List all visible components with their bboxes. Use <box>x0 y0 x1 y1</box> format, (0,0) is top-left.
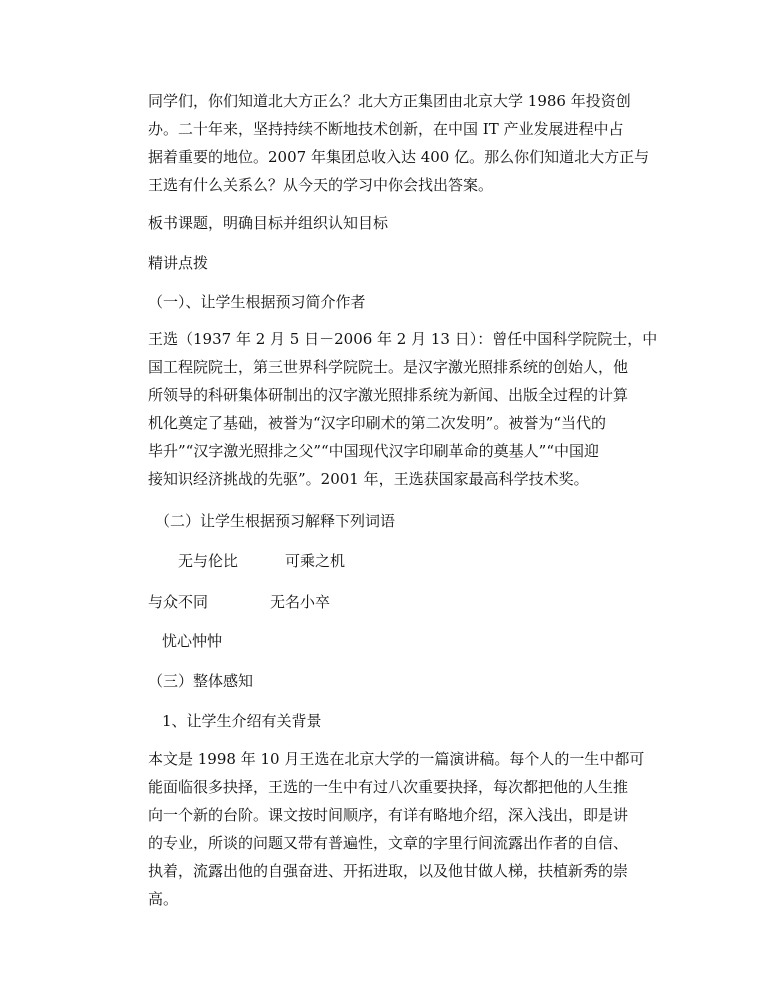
vocab-word: 无名小卒 <box>270 593 331 611</box>
section-heading: 精讲点拨 <box>148 254 209 272</box>
text-line: 据着重要的地位。2007 年集团总收入达 400 亿。那么你们知道北大方正与 <box>148 148 650 166</box>
part2-heading: （二）让学生根据预习解释下列词语 <box>155 512 396 530</box>
text-line: 王选有什么关系么？从今天的学习中你会找出答案。 <box>148 176 494 194</box>
text-line: 机化奠定了基础，被誉为“汉字印刷术的第二次发明”。被誉为“当代的 <box>148 414 607 432</box>
text-line: 向一个新的台阶。课文按时间顺序，有详有略地介绍，深入浅出，即是讲 <box>148 806 629 824</box>
text-line: 接知识经济挑战的先驱”。2001 年，王选获国家最高科学技术奖。 <box>148 470 589 488</box>
text-line: 能面临很多抉择，王选的一生中有过八次重要抉择，每次都把他的人生推 <box>148 778 629 796</box>
text-line: 的专业，所谈的问题又带有普遍性，文章的字里行间流露出作者的自信、 <box>148 834 629 852</box>
vocab-word: 可乘之机 <box>285 552 346 570</box>
part1-heading: （一）、让学生根据预习简介作者 <box>148 293 366 311</box>
step-title: 板书课题，明确目标并组织认知目标 <box>148 214 389 232</box>
text-line: 执着，流露出他的自强奋进、开拓进取，以及他甘做人梯，扶植新秀的崇 <box>148 862 629 880</box>
text-line: 同学们，你们知道北大方正么？北大方正集团由北京大学 1986 年投资创 <box>148 92 631 110</box>
text-line: 高。 <box>148 890 179 908</box>
text-line: 毕升”“汉字激光照排之父”“中国现代汉字印刷革命的奠基人”“中国迎 <box>148 442 600 460</box>
vocab-word: 与众不同 <box>148 593 209 611</box>
author-paragraph <box>148 325 658 493</box>
vocab-word: 忧心忡忡 <box>162 632 223 650</box>
intro-paragraph <box>148 87 650 199</box>
text-line: 国工程院院士，第三世界科学院院士。是汉字激光照排系统的创始人，他 <box>148 358 629 376</box>
part3-subheading: 1、让学生介绍有关背景 <box>162 712 322 730</box>
text-line: 王选（1937 年 2 月 5 日－2006 年 2 月 13 日）：曾任中国科学院院士，中 <box>148 330 658 348</box>
text-line: 所领导的科研集体研制出的汉字激光照排系统为新闻、出版全过程的计算 <box>148 386 629 404</box>
part3-heading: （三）整体感知 <box>148 672 254 690</box>
text-line: 本文是 1998 年 10 月王选在北京大学的一篇演讲稿。每个人的一生中都可 <box>148 750 645 768</box>
background-paragraph <box>148 745 645 913</box>
vocab-word: 无与伦比 <box>178 552 239 570</box>
text-line: 办。二十年来，坚持持续不断地技术创新，在中国 IT 产业发展进程中占 <box>148 120 624 138</box>
